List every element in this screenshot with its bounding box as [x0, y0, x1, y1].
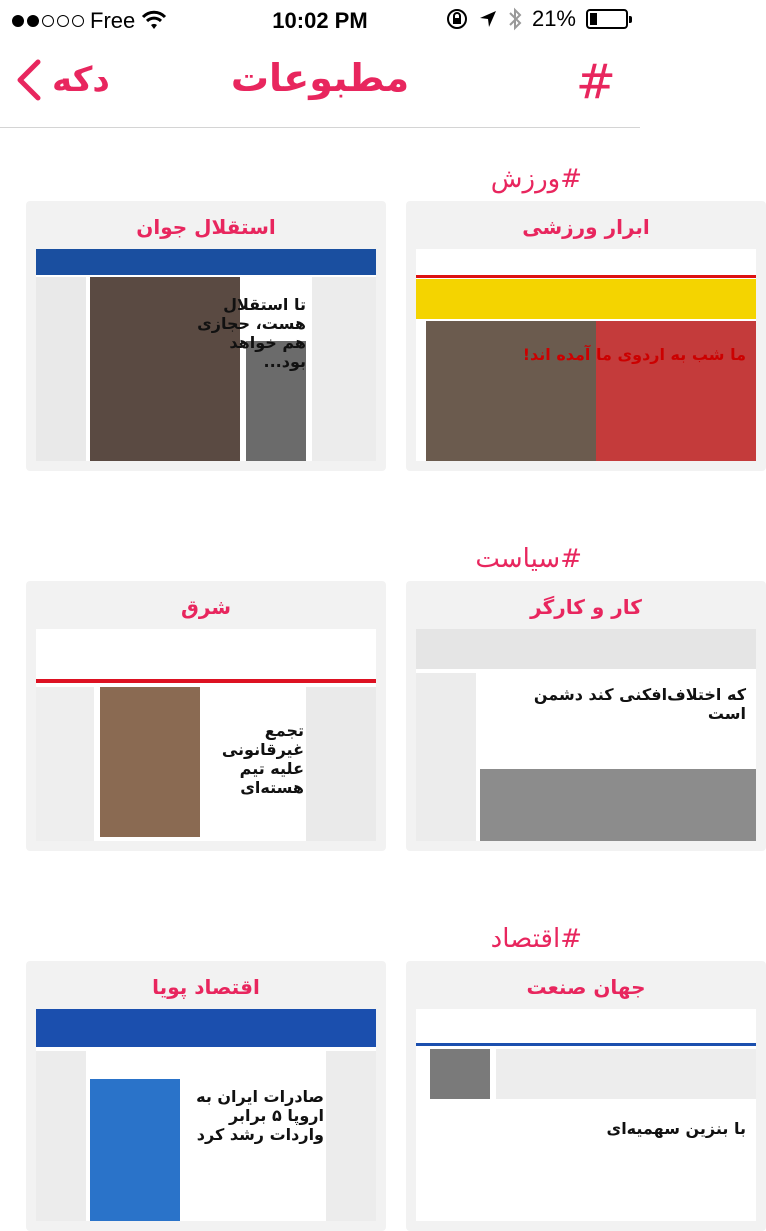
newspaper-title: اقتصاد پویا — [152, 975, 260, 999]
newspaper-cover-image — [416, 1009, 756, 1221]
cover-headline: با بنزین سهمیه‌ای — [606, 1119, 746, 1138]
status-icons — [446, 6, 628, 32]
hashtag-button[interactable]: # — [575, 54, 616, 110]
newspaper-card-eghtesad-pouya[interactable] — [26, 961, 386, 1231]
section-title-economy[interactable]: #اقتصاد — [490, 924, 582, 954]
newspaper-title: شرق — [181, 595, 231, 619]
status-bar — [0, 0, 640, 40]
newspaper-cover-image — [416, 249, 756, 461]
cover-headline: صادرات ایران به اروپا ۵ برابر واردات رشد کرد — [196, 1087, 324, 1144]
cover-headline: تجمع غیرقانونی علیه تیم هسته‌ای — [221, 721, 304, 797]
section-title-sports[interactable]: #ورزش — [490, 164, 582, 194]
newspaper-cover-image — [416, 629, 756, 841]
navigation-bar — [0, 40, 640, 128]
newspaper-card-abrar-varzeshi[interactable] — [406, 201, 766, 471]
newspaper-title: کار و کارگر — [530, 595, 642, 619]
page-title: مطبوعات — [230, 56, 410, 100]
battery-icon — [586, 9, 628, 29]
cover-headline: که اختلاف‌افکنی کند دشمن است — [533, 685, 746, 723]
location-arrow-icon — [478, 9, 498, 29]
back-button-label: دکه — [52, 60, 110, 100]
battery-percent: 21% — [531, 6, 576, 31]
newspaper-cover-image — [36, 1009, 376, 1221]
carrier-label: Free — [90, 8, 136, 33]
rotation-lock-icon — [446, 8, 468, 30]
newspaper-card-esteghlal-javan[interactable] — [26, 201, 386, 471]
bluetooth-icon — [508, 7, 522, 31]
cover-headline: تا استقلال هست، حجازی هم خواهد بود... — [197, 295, 306, 371]
clock: 10:02 PM — [272, 8, 368, 33]
newspaper-title: ابرار ورزشی — [522, 215, 650, 239]
section-title-politics[interactable]: #سیاست — [475, 544, 582, 574]
newspaper-card-shargh[interactable] — [26, 581, 386, 851]
newspaper-title: جهان صنعت — [526, 975, 646, 999]
newspaper-card-jahan-sanat[interactable] — [406, 961, 766, 1231]
newspaper-title: استقلال جوان — [136, 215, 276, 239]
cover-headline: ما شب به اردوی ما آمده اند! — [522, 345, 746, 364]
newspaper-card-kar-o-kargar[interactable] — [406, 581, 766, 851]
newspaper-cover-image — [36, 629, 376, 841]
newspaper-cover-image — [36, 249, 376, 461]
